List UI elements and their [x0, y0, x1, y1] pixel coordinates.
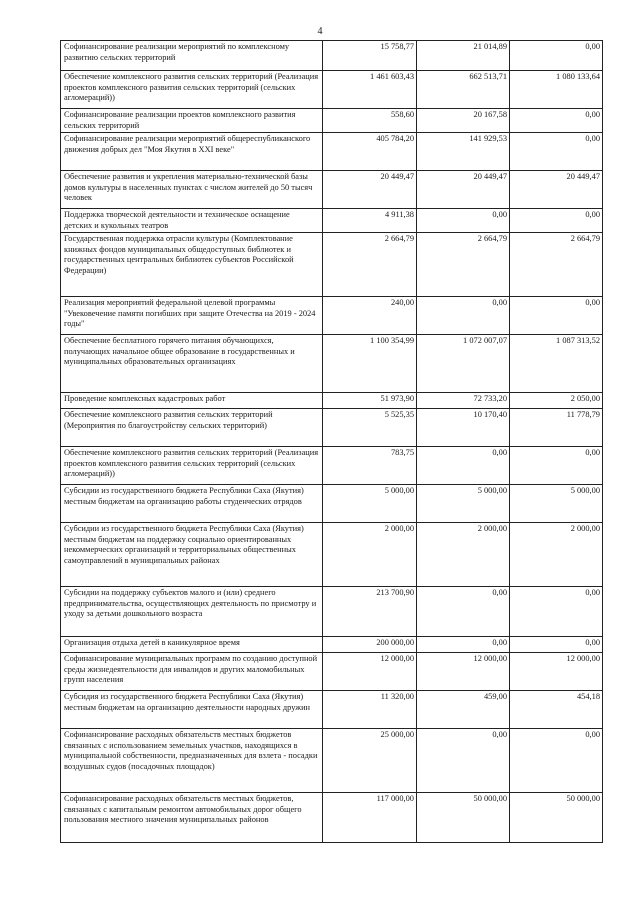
- row-value-3-cell: 1 080 133,64: [510, 71, 603, 109]
- row-value-3-cell: 1 087 313,52: [510, 335, 603, 393]
- row-name-cell: Софинансирование реализации мероприятий по комплексному развитию сельских территорий: [61, 41, 323, 71]
- table-row: [61, 233, 603, 297]
- row-value-2-cell: 459,00: [417, 691, 510, 729]
- row-value-2-cell: 662 513,71: [417, 71, 510, 109]
- row-name-cell: Субсидии из государственного бюджета Республики Саха (Якутия) местным бюджетам на поддержку социально ориентированных некоммерческих организаций и территориальных общественных самоуправлений в муниципальных районах: [61, 523, 323, 587]
- row-name-cell: Субсидии из государственного бюджета Республики Саха (Якутия) местным бюджетам на организацию работы студенческих отрядов: [61, 485, 323, 523]
- row-value-2-cell: 0,00: [417, 447, 510, 485]
- row-value-3-cell: 0,00: [510, 447, 603, 485]
- row-name-cell: Реализация мероприятий федеральной целевой программы "Увековечение памяти погибших при защите Отечества на 2019 - 2024 годы": [61, 297, 323, 335]
- row-value-1-cell: 11 320,00: [323, 691, 417, 729]
- table-row: [61, 171, 603, 209]
- row-value-1-cell: 783,75: [323, 447, 417, 485]
- table-row: [61, 691, 603, 729]
- row-value-3-cell: 0,00: [510, 637, 603, 653]
- row-value-3-cell: 0,00: [510, 109, 603, 133]
- table-row: [61, 447, 603, 485]
- table-row: [61, 209, 603, 233]
- row-value-1-cell: 1 100 354,99: [323, 335, 417, 393]
- row-name-cell: Государственная поддержка отрасли культуры (Комплектование книжных фондов муниципальных общедоступных библиотек и государственных центральных библиотек субъектов Российской Федерации): [61, 233, 323, 297]
- budget-table-body: [61, 41, 603, 843]
- row-value-2-cell: 0,00: [417, 297, 510, 335]
- row-value-3-cell: 0,00: [510, 133, 603, 171]
- row-name-cell: Софинансирование реализации проектов комплексного развития сельских территорий: [61, 109, 323, 133]
- row-value-1-cell: 4 911,38: [323, 209, 417, 233]
- row-value-3-cell: 0,00: [510, 587, 603, 637]
- row-value-1-cell: 405 784,20: [323, 133, 417, 171]
- table-row: [61, 109, 603, 133]
- row-name-cell: Софинансирование муниципальных программ по созданию доступной среды жизнедеятельности для инвалидов и других маломобильных групп населения: [61, 653, 323, 691]
- row-name-cell: Обеспечение комплексного развития сельских территорий (Реализация проектов комплексного развития сельских территорий (сельских агломераций)): [61, 447, 323, 485]
- row-value-2-cell: 72 733,20: [417, 393, 510, 409]
- table-row: [61, 637, 603, 653]
- row-value-3-cell: 2 050,00: [510, 393, 603, 409]
- table-row: [61, 653, 603, 691]
- row-value-2-cell: 21 014,89: [417, 41, 510, 71]
- row-value-3-cell: 50 000,00: [510, 793, 603, 843]
- row-value-1-cell: 15 758,77: [323, 41, 417, 71]
- row-value-3-cell: 0,00: [510, 297, 603, 335]
- table-row: [61, 297, 603, 335]
- row-value-3-cell: 0,00: [510, 41, 603, 71]
- table-row: [61, 393, 603, 409]
- table-row: [61, 71, 603, 109]
- row-value-2-cell: 12 000,00: [417, 653, 510, 691]
- table-row: [61, 409, 603, 447]
- row-value-2-cell: 50 000,00: [417, 793, 510, 843]
- row-value-2-cell: 20 167,58: [417, 109, 510, 133]
- row-value-1-cell: 25 000,00: [323, 729, 417, 793]
- table-row: [61, 335, 603, 393]
- row-value-2-cell: 20 449,47: [417, 171, 510, 209]
- table-row: [61, 587, 603, 637]
- page-number: 4: [317, 26, 323, 37]
- table-row: [61, 523, 603, 587]
- row-value-1-cell: 213 700,90: [323, 587, 417, 637]
- row-value-3-cell: 0,00: [510, 729, 603, 793]
- table-row: [61, 729, 603, 793]
- row-name-cell: Субсидия из государственного бюджета Республики Саха (Якутия) местным бюджетам на организацию деятельности народных дружин: [61, 691, 323, 729]
- row-name-cell: Софинансирование расходных обязательств местных бюджетов связанных с использованием земельных участков, находящихся в муниципальной собственности, предназначенных для взлета - посадки воздушных судов (посадочных площадок): [61, 729, 323, 793]
- row-value-3-cell: 454,18: [510, 691, 603, 729]
- row-value-2-cell: 5 000,00: [417, 485, 510, 523]
- row-name-cell: Обеспечение комплексного развития сельских территорий (Реализация проектов комплексного развития сельских территорий (сельских агломераций)): [61, 71, 323, 109]
- row-value-1-cell: 200 000,00: [323, 637, 417, 653]
- row-value-3-cell: 2 000,00: [510, 523, 603, 587]
- row-value-3-cell: 0,00: [510, 209, 603, 233]
- row-name-cell: Поддержка творческой деятельности и техническое оснащение детских и кукольных театров: [61, 209, 323, 233]
- row-value-2-cell: 0,00: [417, 587, 510, 637]
- row-value-3-cell: 12 000,00: [510, 653, 603, 691]
- table-row: [61, 133, 603, 171]
- row-name-cell: Субсидии на поддержку субъектов малого и (или) среднего предпринимательства, осуществляющих деятельность по присмотру и уходу за детьми дошкольного возраста: [61, 587, 323, 637]
- row-value-3-cell: 5 000,00: [510, 485, 603, 523]
- row-value-1-cell: 20 449,47: [323, 171, 417, 209]
- row-name-cell: Обеспечение развития и укрепления материально-технической базы домов культуры в населенных пунктах с числом жителей до 50 тысяч человек: [61, 171, 323, 209]
- row-name-cell: Софинансирование реализации мероприятий общереспубликанского движения добрых дел "Моя Якутия в XXI веке": [61, 133, 323, 171]
- row-value-2-cell: 2 664,79: [417, 233, 510, 297]
- row-value-1-cell: 51 973,90: [323, 393, 417, 409]
- row-value-2-cell: 0,00: [417, 637, 510, 653]
- row-name-cell: Обеспечение комплексного развития сельских территорий (Мероприятия по благоустройству сельских территорий): [61, 409, 323, 447]
- row-value-3-cell: 20 449,47: [510, 171, 603, 209]
- row-value-1-cell: 558,60: [323, 109, 417, 133]
- table-row: [61, 793, 603, 843]
- row-value-1-cell: 2 000,00: [323, 523, 417, 587]
- row-value-1-cell: 1 461 603,43: [323, 71, 417, 109]
- row-value-1-cell: 12 000,00: [323, 653, 417, 691]
- budget-table: [60, 40, 603, 843]
- row-value-1-cell: 117 000,00: [323, 793, 417, 843]
- row-name-cell: Проведение комплексных кадастровых работ: [61, 393, 323, 409]
- row-value-3-cell: 2 664,79: [510, 233, 603, 297]
- table-row: [61, 485, 603, 523]
- row-value-3-cell: 11 778,79: [510, 409, 603, 447]
- row-value-2-cell: 141 929,53: [417, 133, 510, 171]
- row-value-1-cell: 2 664,79: [323, 233, 417, 297]
- row-value-1-cell: 5 525,35: [323, 409, 417, 447]
- row-value-2-cell: 2 000,00: [417, 523, 510, 587]
- table-row: [61, 41, 603, 71]
- row-value-1-cell: 240,00: [323, 297, 417, 335]
- row-value-2-cell: 0,00: [417, 729, 510, 793]
- row-value-2-cell: 1 072 007,07: [417, 335, 510, 393]
- row-value-2-cell: 10 170,40: [417, 409, 510, 447]
- row-name-cell: Софинансирование расходных обязательств местных бюджетов, связанных с капитальным ремонтом автомобильных дорог общего пользования местного значения муниципальных районов: [61, 793, 323, 843]
- row-value-1-cell: 5 000,00: [323, 485, 417, 523]
- row-name-cell: Организация отдыха детей в каникулярное время: [61, 637, 323, 653]
- row-value-2-cell: 0,00: [417, 209, 510, 233]
- row-name-cell: Обеспечение бесплатного горячего питания обучающихся, получающих начальное общее образование в государственных и муниципальных образовательных организациях: [61, 335, 323, 393]
